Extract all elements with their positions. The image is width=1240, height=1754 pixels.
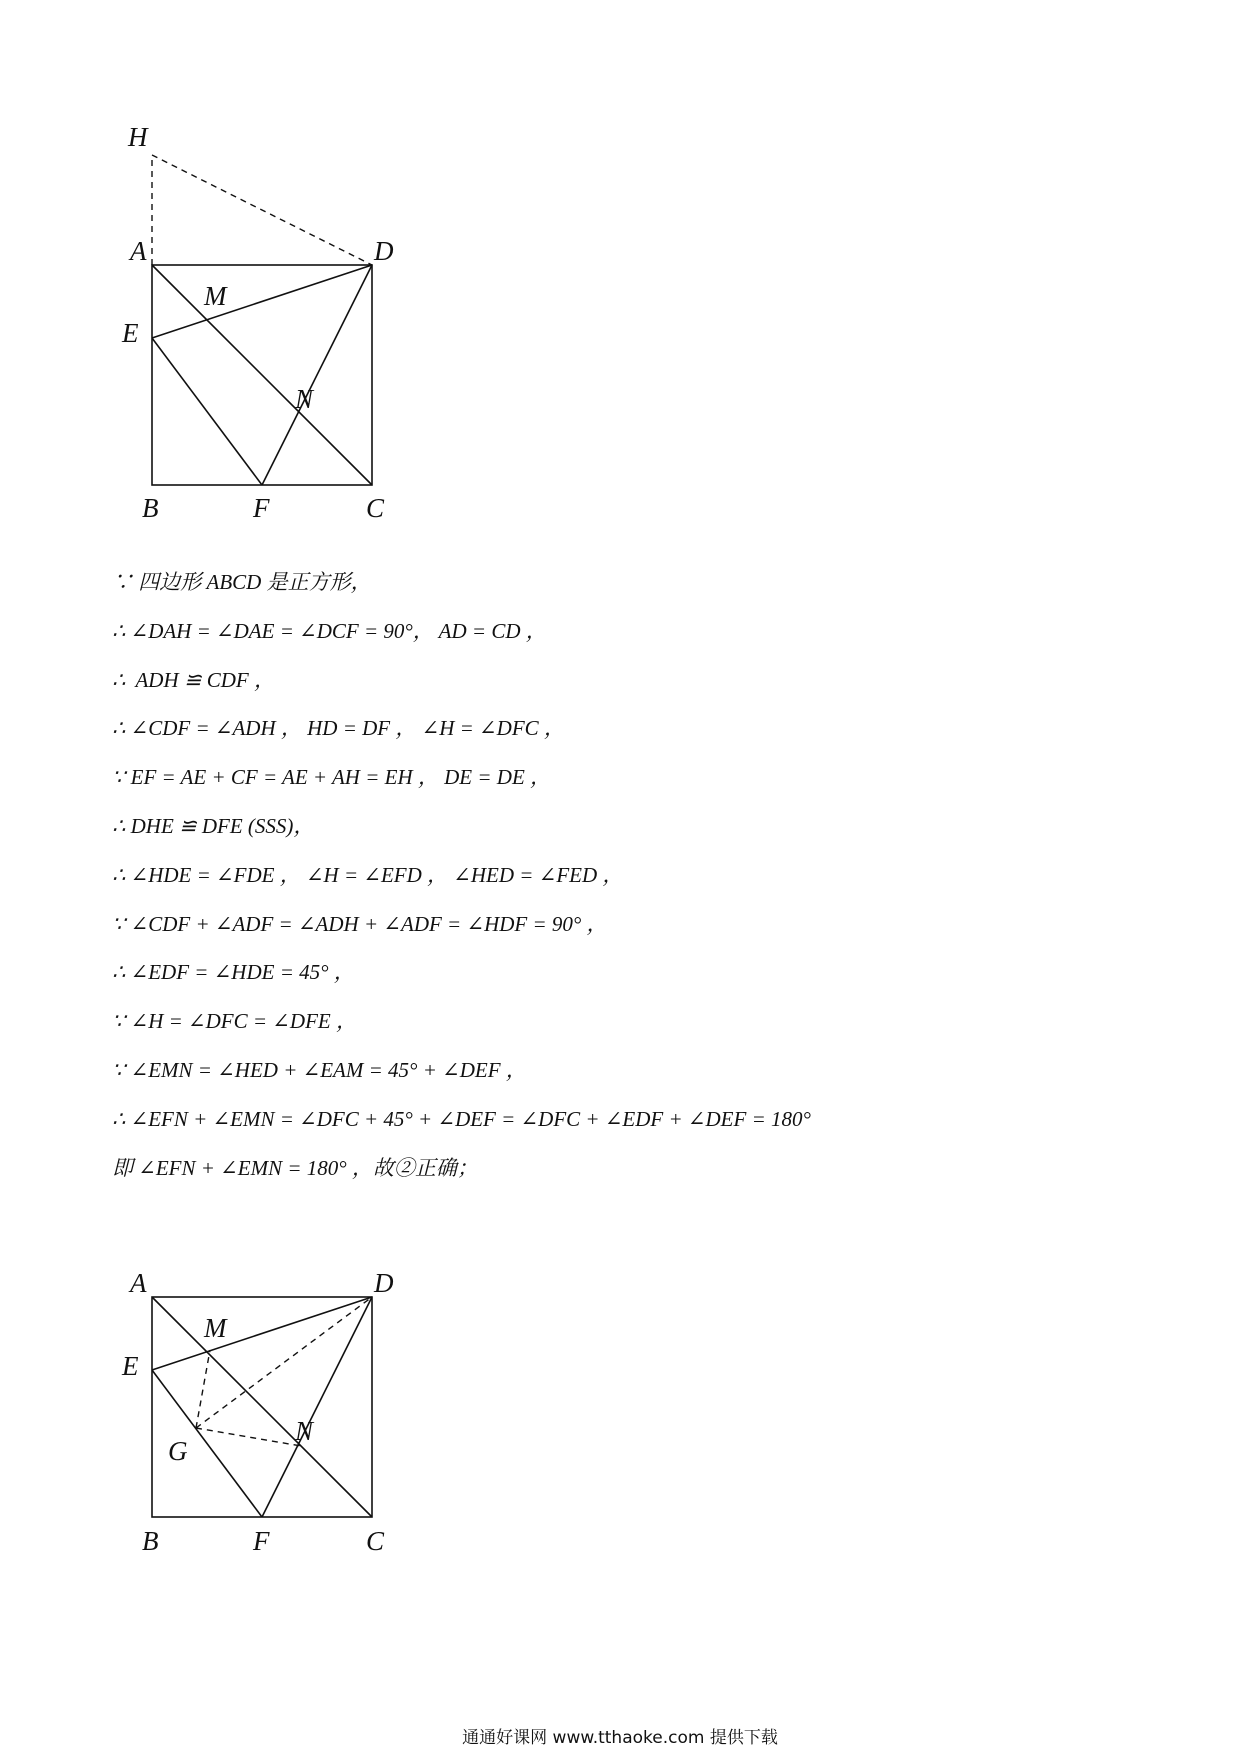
- proof-line: ∴ ∠EFN + ∠EMN = ∠DFC + 45° + ∠DEF = ∠DFC + ∠EDF + ∠DEF = 180°: [112, 1106, 811, 1131]
- geometry-diagram-1: [100, 115, 440, 525]
- segment-fd: [262, 1297, 372, 1517]
- point-label-f: F: [253, 493, 270, 523]
- point-label-m: M: [204, 1313, 227, 1343]
- point-label-n: N: [295, 384, 314, 414]
- segment-fd: [262, 265, 372, 485]
- proof-text: [112, 558, 1112, 1192]
- proof-line: ∴ DHE ≌ DFE (SSS)，: [112, 813, 315, 838]
- point-label-b: B: [142, 1526, 159, 1556]
- figure-1: [100, 115, 440, 525]
- diagonal-ac: [152, 1297, 372, 1517]
- segment-ed: [152, 265, 372, 338]
- proof-line: ∴ ∠CDF = ∠ADH ， HD = DF ， ∠H = ∠DFC ，: [112, 716, 565, 741]
- diagonal-ac: [152, 265, 372, 485]
- point-label-g: G: [168, 1436, 188, 1466]
- segment-hd: [152, 155, 372, 265]
- page-footer: 通通好课网 www.tthaoke.com 提供下载: [462, 1728, 778, 1748]
- point-label-m: M: [204, 281, 227, 311]
- point-label-h: H: [128, 122, 148, 152]
- proof-line: ∴ ADH ≌ CDF ，: [112, 667, 275, 692]
- point-label-a: A: [130, 1268, 147, 1298]
- segment-gm: [196, 1350, 210, 1428]
- segment-ed: [152, 1297, 372, 1370]
- proof-line: ∴ ∠DAH = ∠DAE = ∠DCF = 90°， AD = CD ，: [112, 618, 547, 643]
- proof-line: ∵ ∠H = ∠DFC = ∠DFE ，: [112, 1009, 357, 1034]
- figure-2: [100, 1265, 440, 1565]
- point-label-a: A: [130, 236, 147, 266]
- point-label-f: F: [253, 1526, 270, 1556]
- proof-line: ∵ ∠CDF + ∠ADF = ∠ADH + ∠ADF = ∠HDF = 90° ，: [112, 911, 608, 936]
- geometry-diagram-2: [100, 1265, 440, 1565]
- proof-line: ∵ ∠EMN = ∠HED + ∠EAM = 45° + ∠DEF ，: [112, 1057, 527, 1082]
- point-label-d: D: [374, 236, 394, 266]
- point-label-n: N: [295, 1416, 314, 1446]
- proof-line: ∵ 四边形 ABCD 是正方形，: [112, 570, 372, 594]
- proof-line: ∴ ∠HDE = ∠FDE ， ∠H = ∠EFD ， ∠HED = ∠FED ，: [112, 862, 624, 887]
- point-label-b: B: [142, 493, 159, 523]
- proof-line: ∵ EF = AE + CF = AE + AH = EH ， DE = DE ，: [112, 765, 552, 790]
- point-label-e: E: [122, 1351, 139, 1381]
- point-label-c: C: [366, 493, 385, 523]
- proof-line: 即 ∠EFN + ∠EMN = 180° ，故②正确；: [112, 1155, 478, 1180]
- point-label-c: C: [366, 1526, 385, 1556]
- segment-ef: [152, 338, 262, 485]
- point-label-e: E: [122, 318, 139, 348]
- point-label-d: D: [374, 1268, 394, 1298]
- proof-line: ∴ ∠EDF = ∠HDE = 45° ，: [112, 960, 355, 985]
